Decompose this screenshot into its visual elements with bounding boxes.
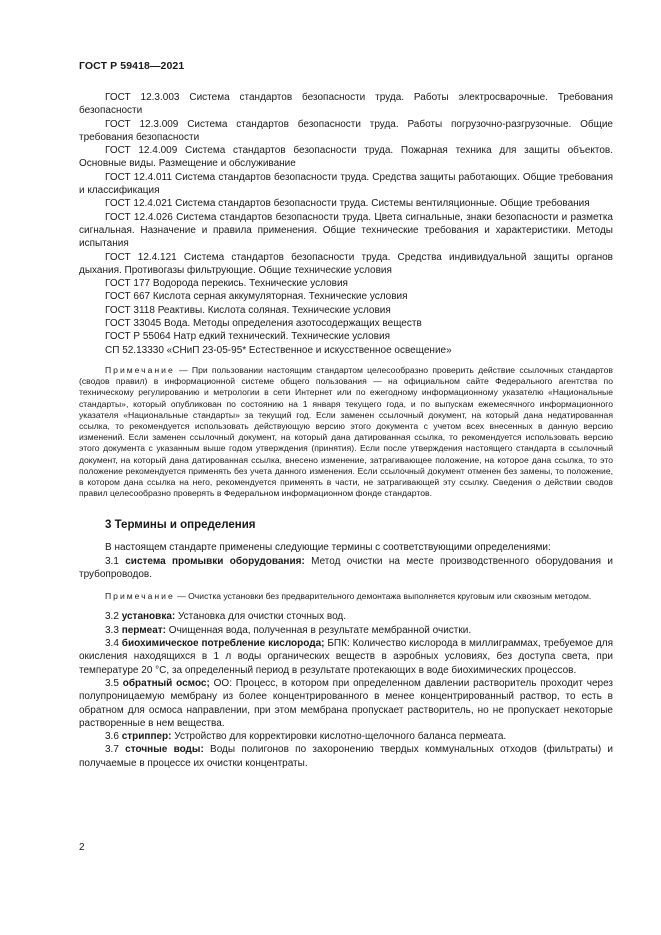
term-name: установка: xyxy=(121,611,176,623)
term-name: сточные воды: xyxy=(125,744,204,756)
note-term-3-1 xyxy=(79,591,613,602)
term-definition: Устройство для корректировки кислотно-щелочного баланса пермеата. xyxy=(171,731,507,743)
term-name: обратный осмос; xyxy=(122,677,210,689)
note-text: — При пользовании настоящим стандартом целесообразно проверить действие ссылочных стандартов (сводов правил) в информационной системе общего пользования — на официальном сайте Федерального агентства по техническому регулированию и метрологии в сети Интернет или по ежегодному информационному указателю «Национальные стандарты», который опубликован по состоянию на 1 января текущего года, и по выпускам ежемесячного информационного указателя «Национальные стандарты» за текущий год. Если заменен ссылочный документ, на который дана недатированная ссылка, то рекомендуется использовать действующую версию этого документа с учетом всех внесенных в данную версию изменений. Если заменен ссылочный документ, на который дана датированная ссылка, то рекомендуется использовать версию этого документа с указанным выше годом утверждения (принятия). Если после утверждения настоящего стандарта в ссылочный документ, на который дана датированная ссылка, внесено изменение, затрагивающее положение, на которое дана ссылка, то это положение рекомендуется применять без учета данного изменения. Если ссылочный документ отменен без замены, то положение, в котором дана ссылка на него, рекомендуется применять в части, не затрагивающей эту ссылку. Сведения о действии сводов правил целесообразно проверять в Федеральном информационном фонде стандартов. xyxy=(79,364,613,499)
reference-item: ГОСТ 12.4.121 Система стандартов безопасности труда. Средства индивидуальной защиты органов дыхания. Противогазы фильтрующие. Общие технические условия xyxy=(79,251,613,276)
term-number: 3.7 xyxy=(105,744,126,756)
note-label: Примечание xyxy=(105,591,175,602)
term-3-6 xyxy=(79,730,613,743)
term-number: 3.5 xyxy=(105,677,123,689)
note-text: — Очистка установки без предварительного демонтажа выполняется круговым или сквозным методом. xyxy=(174,591,592,602)
reference-item: ГОСТ 177 Водорода перекись. Технические условия xyxy=(105,278,348,290)
term-3-1 xyxy=(79,555,613,582)
reference-item: ГОСТ 12.3.003 Система стандартов безопасности труда. Работы электросварочные. Требования безопасности xyxy=(79,92,613,117)
term-number: 3.6 xyxy=(105,731,122,743)
term-number: 3.4 xyxy=(105,638,122,650)
term-3-3 xyxy=(79,624,613,637)
reference-item: ГОСТ 667 Кислота серная аккумуляторная. Технические условия xyxy=(105,291,408,303)
reference-item: ГОСТ Р 55064 Натр едкий технический. Технические условия xyxy=(105,331,390,343)
section-title: 3 Термины и определения xyxy=(105,519,256,532)
term-definition: Метод очистки на месте производственного оборудования и трубопроводов. xyxy=(79,555,613,580)
term-definition: Воды полигонов по захоронению твердых коммунальных отходов (фильтраты) и получаемые в процессе их очистки концентраты. xyxy=(79,744,613,769)
reference-item: ГОСТ 12.4.009 Система стандартов безопасности труда. Пожарная техника для защиты объектов. Основные виды. Размещение и обслуживание xyxy=(79,145,613,170)
note-references xyxy=(79,365,613,499)
reference-item: ГОСТ 33045 Вода. Методы определения азотосодержащих веществ xyxy=(105,318,422,330)
reference-item: ГОСТ 12.4.021 Система стандартов безопасности труда. Системы вентиляционные. Общие требования xyxy=(105,198,590,210)
term-3-2 xyxy=(79,610,613,623)
term-definition: Установка для очистки сточных вод. xyxy=(175,611,347,623)
reference-item: ГОСТ 12.4.026 Система стандартов безопасности труда. Цвета сигнальные, знаки безопасности и разметка сигнальная. Назначение и правила применения. Общие технические требования и характеристики. Методы испытания xyxy=(79,211,613,250)
note-label: Примечание xyxy=(105,364,175,375)
term-name: биохимическое потребление кислорода; xyxy=(121,638,325,650)
section-intro: В настоящем стандарте применены следующие термины с соответствующими определениями: xyxy=(105,542,551,554)
term-name: система промывки оборудования: xyxy=(125,555,305,567)
document-header: ГОСТ Р 59418—2021 xyxy=(79,60,185,72)
term-name: стриппер: xyxy=(121,731,172,743)
term-3-4 xyxy=(79,637,613,677)
reference-item: ГОСТ 12.4.011 Система стандартов безопасности труда. Средства защиты работающих. Общие требования и классификация xyxy=(79,171,613,197)
reference-item: СП 52.13330 «СНиП 23-05-95* Естественное и искусственное освещение» xyxy=(105,344,452,356)
term-definition: БПК: Количество кислорода в миллиграммах, требуемое для окисления находящихся в 1 л воды органических веществ в аэробных условиях, без доступа света, при температуре 20 °С, за определенный период в результате протекающих в воде биохимических процессов. xyxy=(79,638,613,676)
term-number: 3.3 xyxy=(105,624,122,636)
reference-item: ГОСТ 12.3.009 Система стандартов безопасности труда. Работы погрузочно-разгрузочные. Общие требования безопасности xyxy=(79,118,613,143)
page-number: 2 xyxy=(79,842,85,853)
reference-item: ГОСТ 3118 Реактивы. Кислота соляная. Технические условия xyxy=(105,304,391,316)
term-definition: Очищенная вода, полученная в результате мембранной очистки. xyxy=(166,624,472,636)
document-body xyxy=(79,91,613,770)
references-list xyxy=(79,91,613,357)
term-3-7 xyxy=(79,743,613,770)
term-3-5 xyxy=(79,677,613,730)
term-definition: ОО: Процесс, в котором при определенном давлении растворитель проходит через полупроницаемую мембрану из более концентрированного в менее концентрированный раствор, то есть в обратном для осмоса направлении, при этом мембрана пропускает растворитель, но не пропускает некоторые растворенные в нем вещества. xyxy=(79,677,614,729)
term-name: пермеат: xyxy=(121,624,167,636)
term-number: 3.1 xyxy=(105,555,126,567)
term-number: 3.2 xyxy=(105,611,122,623)
